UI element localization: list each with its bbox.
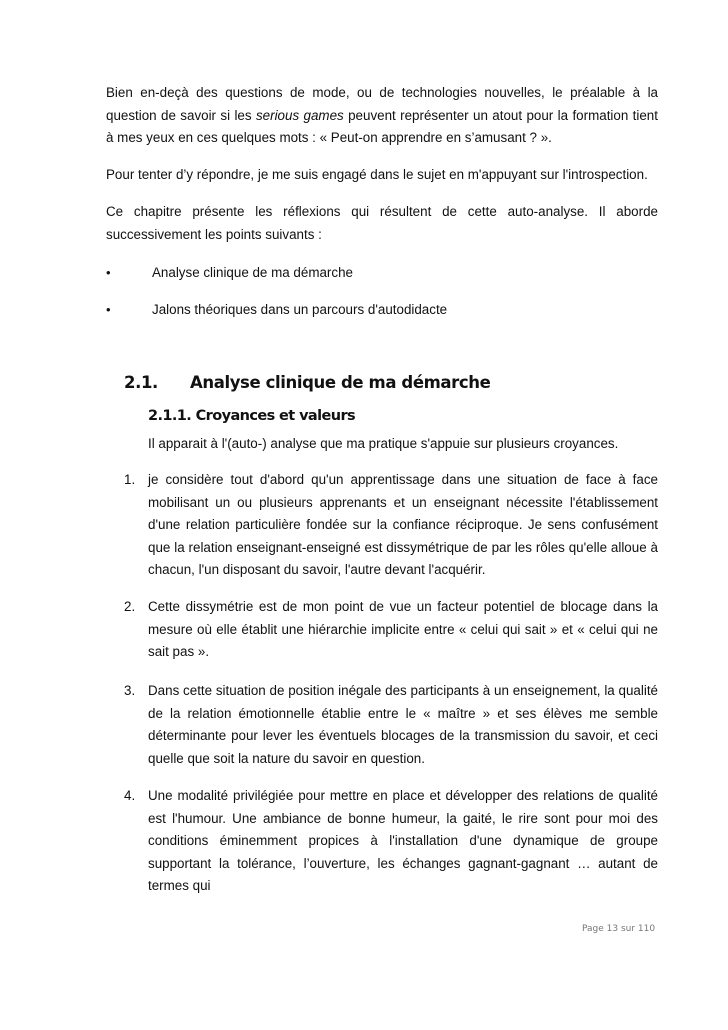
numbered-item [124,469,658,582]
intro-paragraph-3: Ce chapitre présente les réflexions qui résultent de cette auto-analyse. Il aborde successivement les points suivants : [106,204,658,242]
item-text: je considère tout d'abord qu'un apprentissage dans une situation de face à face mobilisant un ou plusieurs apprenants et un enseignant nécessite l'établissement d'une relation particulière fondée sur la confiance réciproque. Je sens confusément que la relation enseignant-enseigné est dissymétrique de par les rôles qu'elle alloue à chacun, l'un disposant du savoir, l'autre devant l'acquérir. [148,472,658,577]
item-number: 2. [124,599,136,614]
bullet-icon: • [106,265,111,280]
intro-p1-text-a: Bien en-deçà des questions de mode, ou de technologies nouvelles, le préalable à la question de savoir si les [106,85,658,123]
item-text: Cette dissymétrie est de mon point de vue un facteur potentiel de blocage dans la mesure où elle établit une hiérarchie implicite entre « celui qui sait » et « celui qui ne sait pas ». [148,599,658,659]
bullet-icon: • [106,302,111,317]
bullet-text: Jalons théoriques dans un parcours d'autodidacte [152,302,448,317]
item-number: 3. [124,683,136,698]
item-text: Dans cette situation de position inégale des participants à un enseignement, la qualité de la relation émotionnelle établie entre le « maître » et ses élèves me semble déterminante pour lever les éventuels blocages de la transmission du savoir, et ceci quelle que soit la nature du savoir en question. [148,683,658,766]
intro-p1-text-b: peuvent représenter un atout pour la formation tient à mes yeux en ces quelques mots : « Peut-on apprendre en s’amusant ? ». [106,107,658,145]
intro-paragraph-2: Pour tenter d’y répondre, je me suis engagé dans le sujet en m'appuyant sur l'introspection. [106,167,648,182]
section-number: 2.1. [124,373,158,392]
section-title: Analyse clinique de ma démarche [190,373,491,392]
item-text: Une modalité privilégiée pour mettre en place et développer des relations de qualité est l'humour. Une ambiance de bonne humeur, la gaité, le rire sont pour moi des conditions éminemment propices à l'installation d'une dynamique de groupe supportant la tolérance, l’ouverture, les échanges gagnant-gagnant … autant de termes qui [148,788,658,893]
subsection-heading: 2.1.1. Croyances et valeurs [148,408,356,424]
subsection-intro: Il apparait à l'(auto-) analyse que ma pratique s'appuie sur plusieurs croyances. [148,436,619,451]
numbered-item [124,596,658,664]
intro-paragraph-1 [106,82,658,150]
bullet-text: Analyse clinique de ma démarche [152,265,353,280]
item-number: 4. [124,788,136,803]
numbered-item [124,680,658,770]
intro-p1-emphasis: serious games [255,107,344,123]
page-number: Page 13 sur 110 [582,924,656,934]
item-number: 1. [124,472,136,487]
numbered-item [124,785,658,898]
